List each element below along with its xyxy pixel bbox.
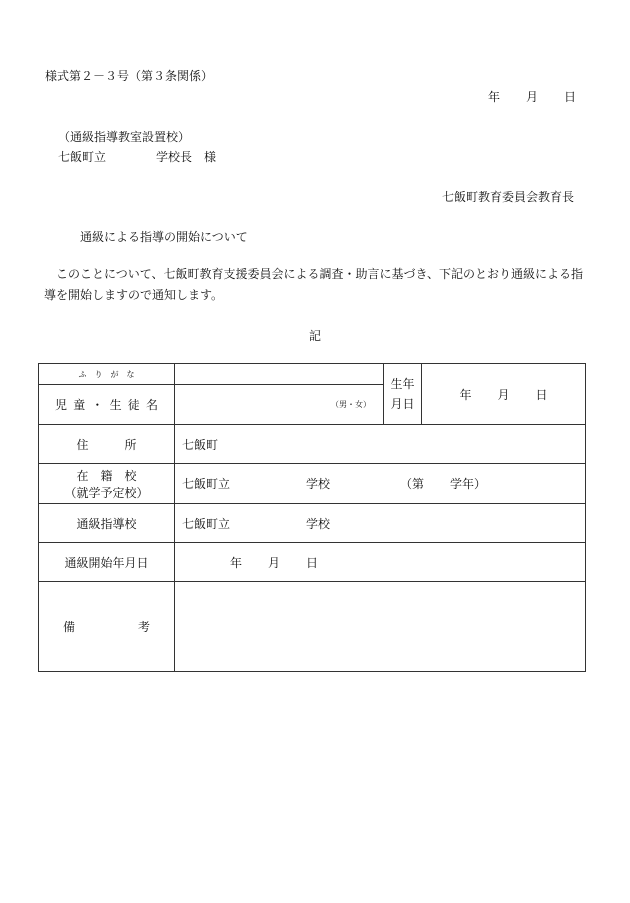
recipient-line bbox=[58, 148, 216, 165]
recipient-title: 学校長 様 bbox=[156, 150, 217, 164]
name-field[interactable] bbox=[175, 385, 384, 425]
remarks-label-text bbox=[55, 618, 158, 635]
issue-date-day: 日 bbox=[564, 90, 577, 104]
enrolled-school-field[interactable] bbox=[175, 464, 586, 504]
enrolled-label-1: 在 籍 校 bbox=[76, 468, 137, 483]
guidance-school: 学校 bbox=[306, 516, 331, 531]
remarks-label bbox=[39, 582, 175, 672]
name-label-text: 児 童 ・ 生 徒 名 bbox=[55, 398, 158, 412]
recipient-school-type: （通級指導教室設置校） bbox=[58, 130, 191, 144]
guidance-school-label: 通級指導校 bbox=[39, 504, 175, 543]
birth-date-label bbox=[384, 364, 422, 425]
issue-date bbox=[488, 88, 576, 105]
start-month: 月 bbox=[268, 555, 281, 570]
enrolled-grade-prefix: （第 bbox=[400, 477, 425, 491]
student-info-table bbox=[38, 363, 586, 672]
sender: 七飯町教育委員会教育長 bbox=[441, 190, 574, 204]
body-text: このことについて、七飯町教育支援委員会による調査・助言に基づき、下記のとおり通級による指導を開始しますので通知します。 bbox=[44, 267, 584, 302]
start-day: 日 bbox=[306, 555, 319, 570]
birth-label-2: 月日 bbox=[390, 397, 415, 411]
issue-date-year: 年 bbox=[488, 90, 501, 104]
ki-heading: 記 bbox=[309, 329, 322, 343]
remarks-field[interactable] bbox=[175, 582, 586, 672]
birth-day: 日 bbox=[535, 387, 548, 402]
remarks-label-1: 備 bbox=[63, 620, 76, 634]
address-field[interactable]: 七飯町 bbox=[175, 425, 586, 464]
enrolled-school-label bbox=[39, 464, 175, 504]
guidance-town: 七飯町立 bbox=[182, 516, 231, 531]
start-year: 年 bbox=[230, 555, 243, 570]
enrolled-school: 学校 bbox=[306, 477, 331, 491]
birth-label-1: 生年 bbox=[390, 377, 415, 391]
enrolled-town: 七飯町立 bbox=[182, 477, 231, 491]
birth-year: 年 bbox=[459, 387, 472, 402]
subject: 通級による指導の開始について bbox=[80, 230, 248, 244]
birth-date-field[interactable] bbox=[422, 364, 586, 425]
recipient-town: 七飯町立 bbox=[58, 150, 107, 164]
enrolled-grade-suffix: 学年） bbox=[450, 477, 487, 491]
birth-month: 月 bbox=[497, 387, 510, 402]
guidance-school-field[interactable] bbox=[175, 504, 586, 543]
gender-selector[interactable]: （男・女） bbox=[331, 400, 371, 409]
name-label bbox=[39, 385, 175, 425]
start-date-label: 通級開始年月日 bbox=[39, 543, 175, 582]
start-date-field[interactable] bbox=[175, 543, 586, 582]
form-number: 様式第２－３号（第３条関係） bbox=[45, 69, 214, 83]
address-label: 住 所 bbox=[39, 425, 175, 464]
furigana-field[interactable] bbox=[175, 364, 384, 385]
furigana-label: ふ り が な bbox=[39, 364, 175, 385]
issue-date-month: 月 bbox=[526, 90, 539, 104]
enrolled-label-2: （就学予定校） bbox=[64, 485, 149, 500]
remarks-label-2: 考 bbox=[137, 620, 150, 634]
